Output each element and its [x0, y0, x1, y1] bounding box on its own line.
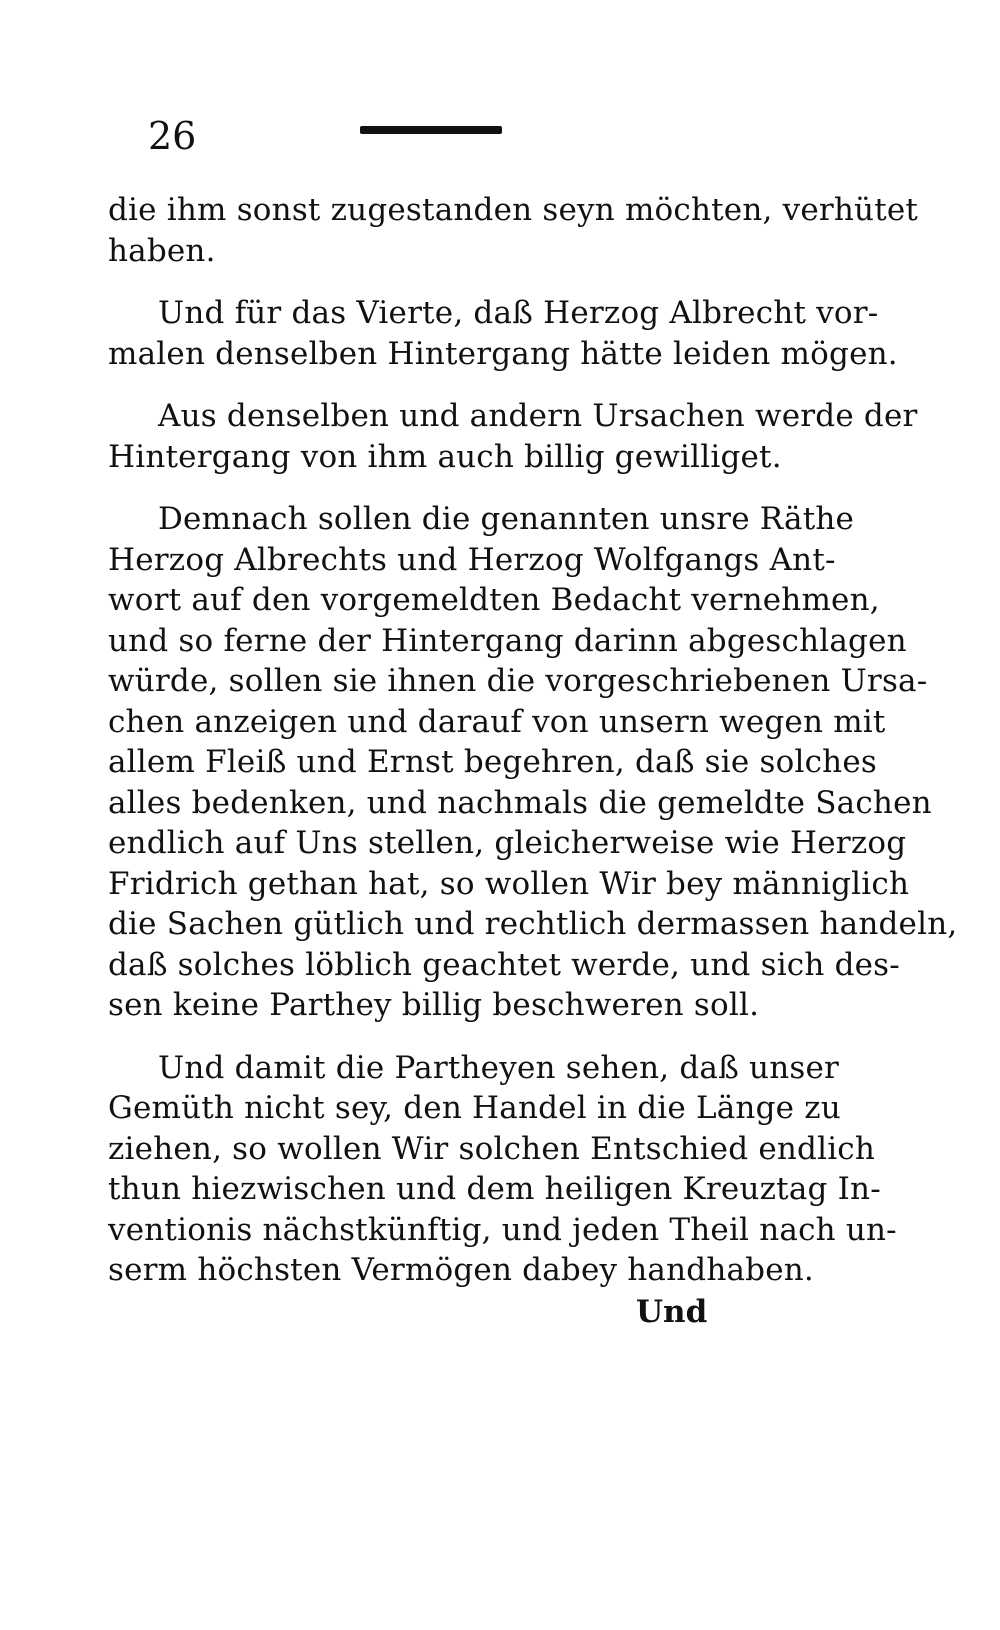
text-line: Hintergang von ihm auch billig gewilliget.: [108, 438, 782, 475]
text-line: Demnach sollen die genannten unsre Räthe: [158, 501, 855, 537]
text-line: Herzog Albrechts und Herzog Wolfgangs Ant-: [108, 541, 836, 578]
paragraph-gap: [108, 374, 768, 396]
text-line: Fridrich gethan hat, so wollen Wir bey männiglich: [108, 865, 910, 902]
text-line: chen anzeigen und darauf von unsern wegen mit: [108, 703, 886, 740]
body-text: [108, 190, 958, 1291]
text-line: würde, sollen sie ihnen die vorgeschriebenen Ursa-: [108, 663, 928, 699]
paragraph: [108, 499, 958, 1026]
text-line: sen keine Parthey billig beschweren soll.: [108, 987, 760, 1023]
text-line: ventionis nächstkünftig, und jeden Theil nach un-: [108, 1211, 897, 1248]
text-line: Aus denselben und andern Ursachen werde der: [158, 398, 918, 434]
paragraph: [108, 293, 898, 374]
paragraph-gap: [108, 1026, 768, 1048]
paragraph: [108, 190, 919, 271]
text-line: serm höchsten Vermögen dabey handhaben.: [108, 1252, 814, 1288]
text-line: die Sachen gütlich und rechtlich dermassen handeln,: [108, 906, 958, 942]
text-line: daß solches löblich geachtet werde, und sich des-: [108, 946, 900, 983]
page-number: 26: [148, 114, 197, 158]
paragraph-gap: [108, 477, 768, 499]
text-line: Und damit die Partheyen sehen, daß unser: [158, 1049, 840, 1086]
text-line: und so ferne der Hintergang darinn abgeschlagen: [108, 622, 907, 659]
text-line: ziehen, so wollen Wir solchen Entschied endlich: [108, 1130, 876, 1167]
text-line: allem Fleiß und Ernst begehren, daß sie solches: [108, 744, 877, 780]
page-header: [110, 112, 550, 162]
text-line: wort auf den vorgemeldten Bedacht vernehmen,: [108, 582, 880, 618]
text-line: endlich auf Uns stellen, gleicherweise wie Herzog: [108, 825, 907, 861]
text-line: alles bedenken, und nachmals die gemeldte Sachen: [108, 784, 932, 821]
text-line: haben.: [108, 232, 216, 269]
text-line: malen denselben Hintergang hätte leiden mögen.: [108, 335, 898, 372]
paragraph: [108, 396, 918, 477]
text-line: Gemüth nicht sey, den Handel in die Länge zu: [108, 1090, 841, 1126]
paragraph: [108, 1048, 897, 1291]
catchword: Und: [636, 1294, 708, 1330]
paragraph-gap: [108, 271, 768, 293]
text-line: die ihm sonst zugestanden seyn möchten, verhütet: [108, 192, 919, 228]
header-rule: [360, 126, 502, 134]
text-line: thun hiezwischen und dem heiligen Kreuztag In-: [108, 1171, 881, 1207]
text-line: Und für das Vierte, daß Herzog Albrecht vor-: [158, 295, 879, 331]
